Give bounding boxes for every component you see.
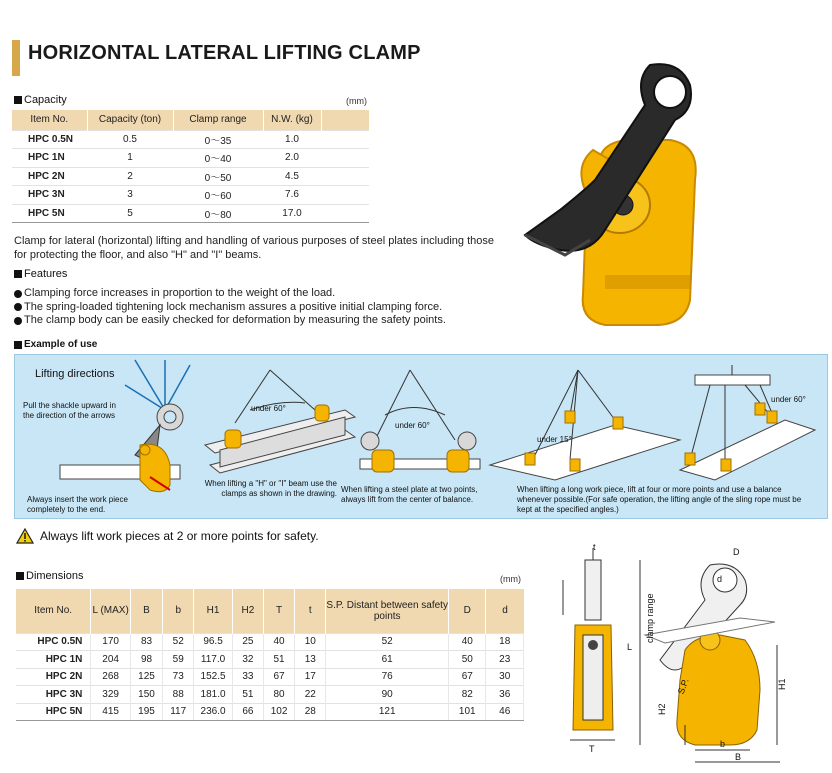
table-header-row <box>12 110 369 130</box>
table-cell: 0～80 <box>173 204 263 223</box>
table-cell: 150 <box>130 686 162 704</box>
table-cell: 88 <box>163 686 194 704</box>
table-cell: 28 <box>295 703 326 721</box>
table-cell: 46 <box>486 703 524 721</box>
table-cell: 73 <box>163 668 194 686</box>
dim-label-T: T <box>589 744 595 754</box>
col-header: T <box>263 589 294 633</box>
table-row <box>12 167 369 186</box>
table-cell: 1.0 <box>263 130 321 149</box>
bullet-icon <box>14 317 22 325</box>
beam-note: When lifting a "H" or "I" beam use the clamps as shown in the drawing. <box>204 479 337 498</box>
table-cell: 18 <box>486 633 524 651</box>
table-row <box>12 130 369 149</box>
table-cell: 3 <box>87 186 173 205</box>
table-cell: 59 <box>163 651 194 669</box>
dimensions-heading-label: Dimensions <box>26 570 84 582</box>
table-cell: 415 <box>91 703 131 721</box>
dimensions-heading <box>16 570 83 582</box>
feature-text: The clamp body can be easily checked for deformation by measuring the safety points. <box>24 314 446 326</box>
col-header: Item No. <box>12 110 87 130</box>
clamp-product-image <box>505 40 795 340</box>
col-header: Clamp range <box>173 110 263 130</box>
col-header: N.W. (kg) <box>263 110 321 130</box>
table-row <box>12 186 369 205</box>
dim-label-t: t <box>593 542 596 552</box>
square-bullet-icon <box>14 270 22 278</box>
table-cell: 96.5 <box>194 633 232 651</box>
col-header: H2 <box>232 589 263 633</box>
table-cell: 76 <box>326 668 449 686</box>
title-accent-bar <box>12 40 20 76</box>
table-cell-empty <box>321 186 369 205</box>
table-row <box>16 668 524 686</box>
table-cell: 40 <box>263 633 294 651</box>
table-cell: 195 <box>130 703 162 721</box>
table-cell: 0～35 <box>173 130 263 149</box>
feature-text: The spring-loaded tightening lock mechanism assures a positive initial clamping force. <box>24 300 443 313</box>
table-cell: 152.5 <box>194 668 232 686</box>
table-cell: 121 <box>326 703 449 721</box>
dim-label-b: b <box>720 739 726 749</box>
long-workpiece-diagram <box>490 370 680 480</box>
example-heading <box>14 339 97 350</box>
table-cell: 23 <box>486 651 524 669</box>
item-no-cell: HPC 3N <box>12 186 87 205</box>
warning-text: Always lift work pieces at 2 or more points for safety. <box>40 529 319 543</box>
description: Clamp for lateral (horizontal) lifting and handling of various purposes of steel plates including those for protecting the floor, and also "H" and "I" beams. <box>14 235 494 261</box>
col-header: b <box>163 589 194 633</box>
capacity-heading <box>14 94 67 106</box>
table-cell: 52 <box>326 633 449 651</box>
table-cell: 82 <box>449 686 486 704</box>
table-cell: 67 <box>449 668 486 686</box>
angle-label-15: under 15° <box>537 435 572 444</box>
table-cell: 2.0 <box>263 149 321 168</box>
page-title: HORIZONTAL LATERAL LIFTING CLAMP <box>28 42 421 64</box>
table-cell: 22 <box>295 686 326 704</box>
dim-label-clamp-range: clamp range <box>645 593 655 643</box>
col-header: Capacity (ton) <box>87 110 173 130</box>
col-header: H1 <box>194 589 232 633</box>
table-cell: 40 <box>449 633 486 651</box>
table-cell: 0～50 <box>173 167 263 186</box>
angle-label-plate: under 60° <box>395 421 430 430</box>
table-cell: 51 <box>263 651 294 669</box>
item-no-cell: HPC 2N <box>16 668 91 686</box>
table-cell: 50 <box>449 651 486 669</box>
table-cell: 83 <box>130 633 162 651</box>
square-bullet-icon <box>14 341 22 349</box>
dim-label-d: d <box>717 574 723 584</box>
table-cell: 170 <box>91 633 131 651</box>
table-cell: 33 <box>232 668 263 686</box>
col-header: B <box>130 589 162 633</box>
table-row <box>16 703 524 721</box>
item-no-cell: HPC 0.5N <box>12 130 87 149</box>
table-cell: 98 <box>130 651 162 669</box>
item-no-cell: HPC 3N <box>16 686 91 704</box>
table-cell: 17.0 <box>263 204 321 223</box>
safety-warning <box>16 528 319 544</box>
col-header-empty <box>321 110 369 130</box>
dimensions-unit: (mm) <box>500 574 521 584</box>
h-beam-diagram <box>205 370 355 473</box>
table-cell: 7.6 <box>263 186 321 205</box>
table-cell: 117 <box>163 703 194 721</box>
table-cell: 67 <box>263 668 294 686</box>
dim-label-B: B <box>735 752 742 762</box>
table-cell: 101 <box>449 703 486 721</box>
table-cell: 0～60 <box>173 186 263 205</box>
table-cell: 17 <box>295 668 326 686</box>
features-list <box>14 287 446 328</box>
table-cell-empty <box>321 149 369 168</box>
table-cell: 80 <box>263 686 294 704</box>
table-cell-empty <box>321 204 369 223</box>
long-workpiece-note: When lifting a long work piece, lift at four or more points and use a balance whenever possible.(For safe operation, the lifting angle of the sling rope must be kept at the specified angles.) <box>517 485 802 514</box>
table-cell: 236.0 <box>194 703 232 721</box>
table-cell: 30 <box>486 668 524 686</box>
dim-label-H2: H2 <box>657 703 667 715</box>
col-header: Item No. <box>16 589 91 633</box>
features-heading <box>14 268 67 280</box>
col-header: S.P. Distant between safety points <box>326 589 449 633</box>
table-cell: 66 <box>232 703 263 721</box>
capacity-table <box>12 110 369 223</box>
example-heading-label: Example of use <box>24 339 98 350</box>
table-cell: 61 <box>326 651 449 669</box>
example-of-use-panel <box>14 354 828 519</box>
table-cell: 5 <box>87 204 173 223</box>
table-cell: 4.5 <box>263 167 321 186</box>
bullet-icon <box>14 290 22 298</box>
insert-workpiece-note: Always insert the work piece completely to the end. <box>27 495 128 514</box>
table-cell: 90 <box>326 686 449 704</box>
table-cell: 13 <box>295 651 326 669</box>
table-cell: 125 <box>130 668 162 686</box>
table-cell: 117.0 <box>194 651 232 669</box>
col-header: D <box>449 589 486 633</box>
dim-label-L: L <box>627 642 633 652</box>
list-item <box>14 301 446 315</box>
plate-note: When lifting a steel plate at two points, always lift from the center of balance. <box>341 485 478 504</box>
table-cell: 36 <box>486 686 524 704</box>
col-header: d <box>486 589 524 633</box>
table-header-row <box>16 589 524 633</box>
table-row <box>16 633 524 651</box>
item-no-cell: HPC 5N <box>12 204 87 223</box>
col-header: t <box>295 589 326 633</box>
list-item <box>14 314 446 328</box>
table-cell: 181.0 <box>194 686 232 704</box>
table-cell: 2 <box>87 167 173 186</box>
dimension-drawing <box>545 540 827 768</box>
dimensions-table <box>16 589 524 721</box>
balance-beam-diagram <box>680 365 815 480</box>
table-cell: 102 <box>263 703 294 721</box>
table-cell-empty <box>321 167 369 186</box>
table-cell: 268 <box>91 668 131 686</box>
table-cell: 51 <box>232 686 263 704</box>
table-cell: 329 <box>91 686 131 704</box>
item-no-cell: HPC 0.5N <box>16 633 91 651</box>
angle-label-balance: under 60° <box>771 395 806 404</box>
item-no-cell: HPC 1N <box>12 149 87 168</box>
table-cell: 204 <box>91 651 131 669</box>
col-header: L (MAX) <box>91 589 131 633</box>
table-cell-empty <box>321 130 369 149</box>
item-no-cell: HPC 5N <box>16 703 91 721</box>
dim-label-H1: H1 <box>777 678 787 690</box>
table-row <box>12 149 369 168</box>
angle-label-beam: under 60° <box>251 404 286 413</box>
warning-icon <box>16 528 34 544</box>
table-row <box>16 686 524 704</box>
item-no-cell: HPC 1N <box>16 651 91 669</box>
dim-label-sp: S.P. <box>675 677 691 696</box>
dim-label-D: D <box>733 547 740 557</box>
lifting-directions-label: Lifting directions <box>35 368 115 380</box>
table-cell: 52 <box>163 633 194 651</box>
feature-text: Clamping force increases in proportion to the weight of the load. <box>24 287 336 299</box>
item-no-cell: HPC 2N <box>12 167 87 186</box>
table-row <box>12 204 369 223</box>
table-cell: 0.5 <box>87 130 173 149</box>
pull-shackle-note: Pull the shackle upward in the direction of the arrows <box>23 401 116 420</box>
bullet-icon <box>14 303 22 311</box>
table-cell: 1 <box>87 149 173 168</box>
square-bullet-icon <box>14 96 22 104</box>
features-heading-label: Features <box>24 268 68 280</box>
table-cell: 25 <box>232 633 263 651</box>
capacity-heading-label: Capacity <box>24 94 67 106</box>
table-row <box>16 651 524 669</box>
table-cell: 32 <box>232 651 263 669</box>
list-item <box>14 287 446 301</box>
table-cell: 10 <box>295 633 326 651</box>
square-bullet-icon <box>16 572 24 580</box>
capacity-unit: (mm) <box>346 96 367 106</box>
table-cell: 0～40 <box>173 149 263 168</box>
